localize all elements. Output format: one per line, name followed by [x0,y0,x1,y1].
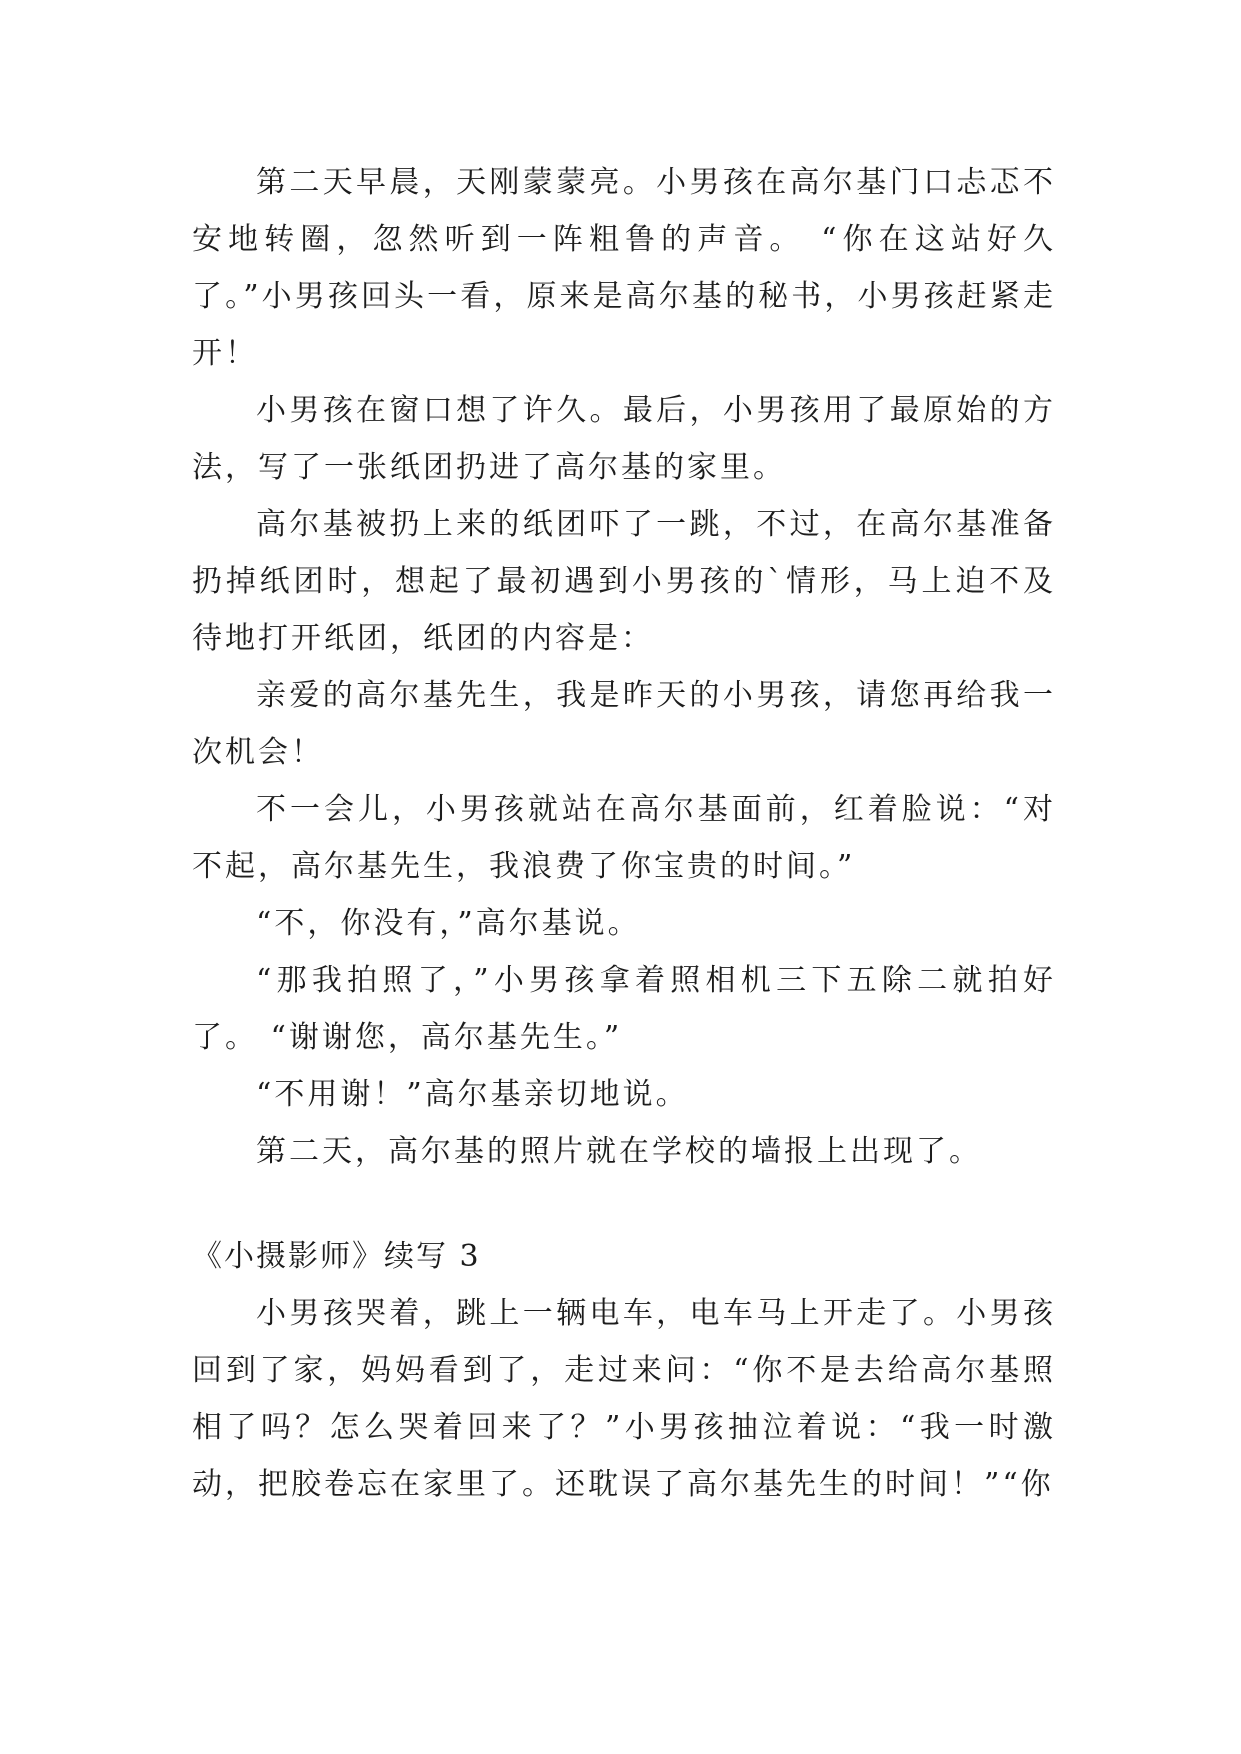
paragraph-3: 高尔基被扔上来的纸团吓了一跳，不过，在高尔基准备扔掉纸团时，想起了最初遇到小男孩的`情形，马上迫不及待地打开纸团，纸团的内容是： [192,507,1056,656]
paragraph-8: “不用谢！”高尔基亲切地说。 [256,1077,689,1112]
paragraph-4: 亲爱的高尔基先生，我是昨天的小男孩，请您再给我一次机会！ [192,678,1056,770]
paragraph-9: 第二天，高尔基的照片就在学校的墙报上出现了。 [256,1134,982,1169]
section-heading: 《小摄影师》续写 3 [192,1239,481,1274]
paragraph-5: 不一会儿，小男孩就站在高尔基面前，红着脸说：“对不起，高尔基先生，我浪费了你宝贵的时间。” [192,792,1056,884]
paragraph-2: 小男孩在窗口想了许久。最后，小男孩用了最原始的方法，写了一张纸团扔进了高尔基的家里。 [192,393,1056,485]
paragraph-7: “那我拍照了，”小男孩拿着照相机三下五除二就拍好了。 “谢谢您，高尔基先生。” [192,963,1056,1055]
paragraph-10: 小男孩哭着，跳上一辆电车，电车马上开走了。小男孩回到了家，妈妈看到了，走过来问：“你不是去给高尔基照相了吗？怎么哭着回来了？”小男孩抽泣着说：“我一时激动，把胶卷忘在家里了。还耽误了高尔基先生的时间！”“你 [192,1296,1056,1502]
paragraph-1: 第二天早晨，天刚蒙蒙亮。小男孩在高尔基门口忐忑不安地转圈，忽然听到一阵粗鲁的声音。 “你在这站好久了。”小男孩回头一看，原来是高尔基的秘书，小男孩赶紧走开！ [192,165,1056,371]
document-body [192,154,1056,1513]
paragraph-6: “不，你没有，”高尔基说。 [256,906,641,941]
